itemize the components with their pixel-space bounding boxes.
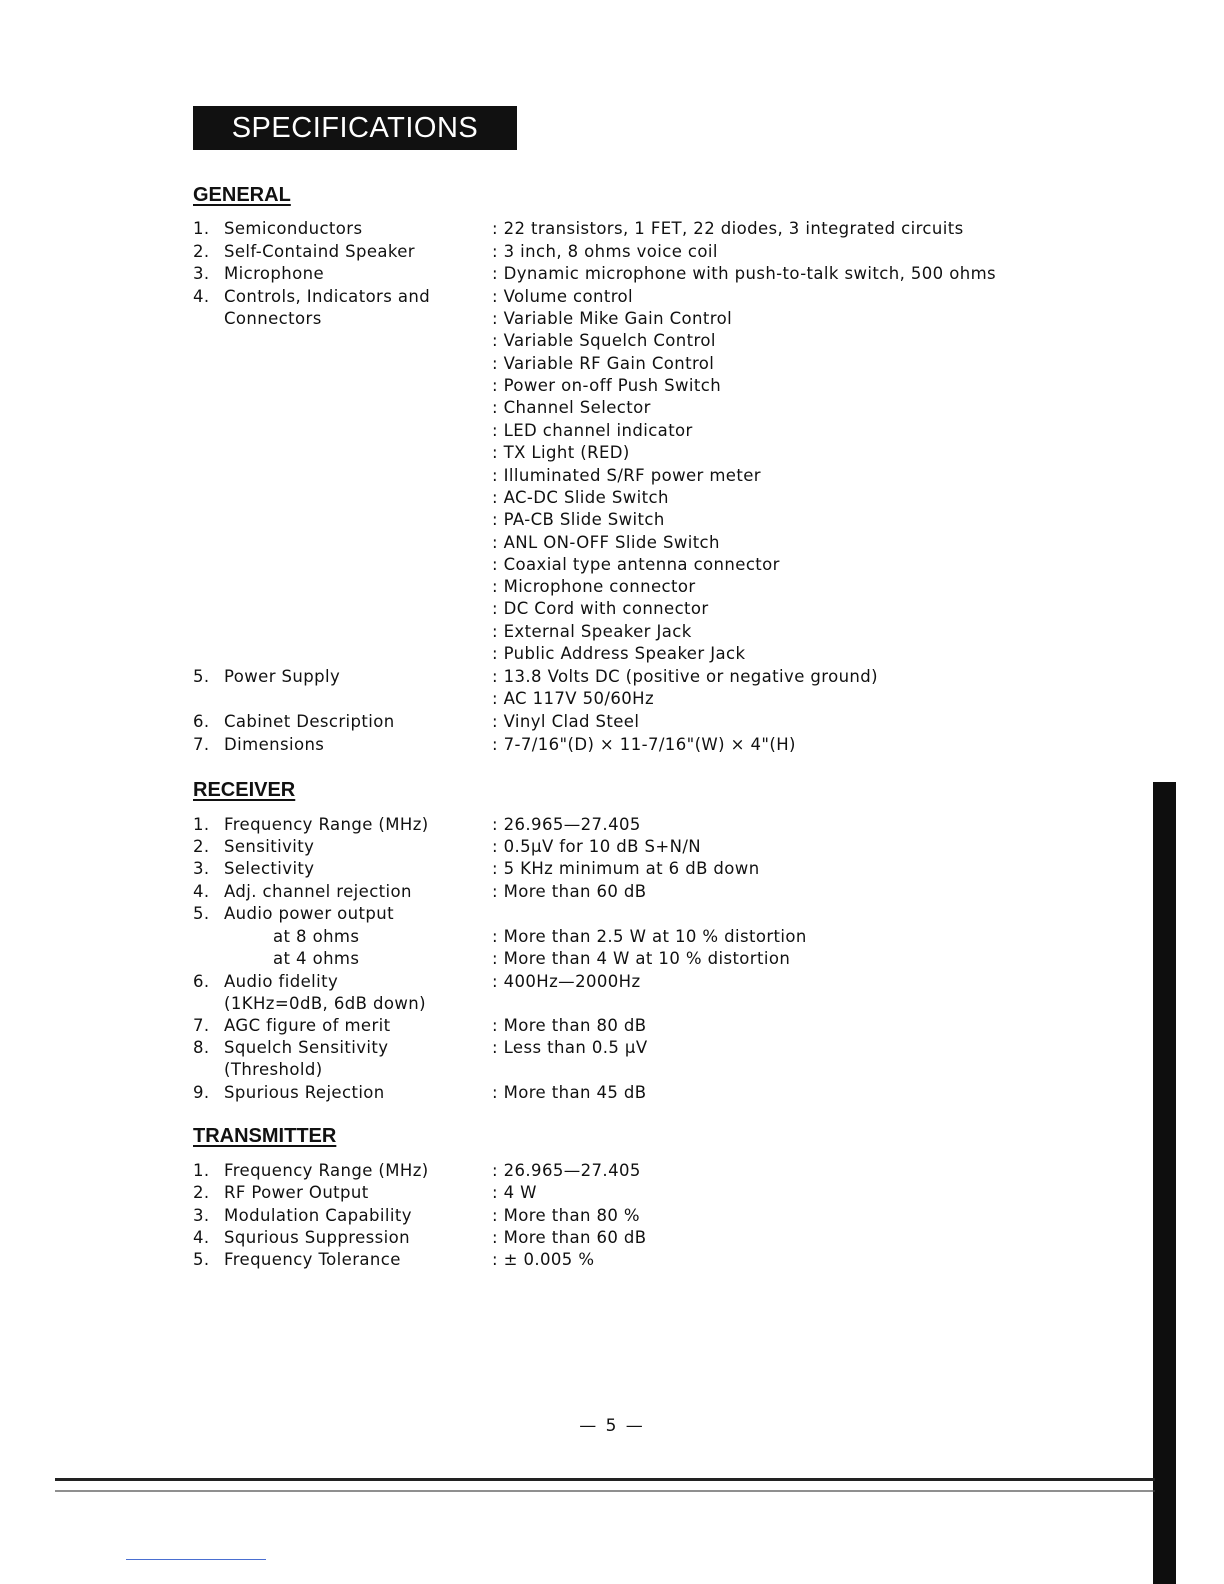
spec-value: : Power on-off Push Switch <box>492 376 722 395</box>
spec-label: Adj. channel rejection <box>224 882 412 901</box>
spec-label: (1KHz=0dB, 6dB down) <box>224 994 426 1013</box>
spec-number: 1. <box>193 815 210 834</box>
spec-value: : More than 80 dB <box>492 1016 647 1035</box>
spec-label: Audio fidelity <box>224 972 339 991</box>
spec-value: : 13.8 Volts DC (positive or negative ground) <box>492 667 879 686</box>
spec-value: : Public Address Speaker Jack <box>492 644 746 663</box>
spec-value: : More than 60 dB <box>492 882 647 901</box>
spec-value: : More than 4 W at 10 % distortion <box>492 949 791 968</box>
spec-number: 1. <box>193 219 210 238</box>
spec-value: : Variable Mike Gain Control <box>492 309 733 328</box>
spec-value: : Dynamic microphone with push-to-talk switch, 500 ohms <box>492 264 997 283</box>
spec-value: : More than 45 dB <box>492 1083 647 1102</box>
spec-value: : 26.965—27.405 <box>492 815 641 834</box>
spec-value: : 26.965—27.405 <box>492 1161 641 1180</box>
spec-value: : Illuminated S/RF power meter <box>492 466 761 485</box>
spec-label: Frequency Range (MHz) <box>224 1161 429 1180</box>
spec-label: Dimensions <box>224 735 325 754</box>
spec-label: Microphone <box>224 264 325 283</box>
spec-label: at 8 ohms <box>273 927 360 946</box>
spec-number: 4. <box>193 1228 210 1247</box>
spec-label: Connectors <box>224 309 322 328</box>
spec-value: : Microphone connector <box>492 577 696 596</box>
specifications-title <box>193 106 517 150</box>
spec-number: 2. <box>193 242 210 261</box>
spec-value: : Coaxial type antenna connector <box>492 555 780 574</box>
spec-value: : 3 inch, 8 ohms voice coil <box>492 242 718 261</box>
spec-value: : 7-7/16"(D) × 11-7/16"(W) × 4"(H) <box>492 735 796 754</box>
spec-value: : More than 80 % <box>492 1206 641 1225</box>
page-number: — 5 — <box>579 1416 645 1436</box>
spec-value: : More than 60 dB <box>492 1228 647 1247</box>
spec-number: 6. <box>193 712 210 731</box>
title-text: SPECIFICATIONS <box>231 111 479 144</box>
transmitter-heading: TRANSMITTER <box>193 1125 337 1147</box>
spec-label: Semiconductors <box>224 219 363 238</box>
spec-label: Frequency Range (MHz) <box>224 815 429 834</box>
spec-label: Squrious Suppression <box>224 1228 410 1247</box>
spec-label: Frequency Tolerance <box>224 1250 401 1269</box>
spec-value: : 0.5μV for 10 dB S+N/N <box>492 837 702 856</box>
spec-value: : Variable RF Gain Control <box>492 354 715 373</box>
spec-number: 6. <box>193 972 210 991</box>
spec-value: : AC 117V 50/60Hz <box>492 689 655 708</box>
spec-value: : AC-DC Slide Switch <box>492 488 669 507</box>
spec-label: at 4 ohms <box>273 949 360 968</box>
spec-number: 7. <box>193 1016 210 1035</box>
spec-value: : More than 2.5 W at 10 % distortion <box>492 927 807 946</box>
general-heading: GENERAL <box>193 184 291 206</box>
spec-label: Self-Containd Speaker <box>224 242 415 261</box>
spec-number: 5. <box>193 904 210 923</box>
spec-label: Audio power output <box>224 904 395 923</box>
spec-value: : Channel Selector <box>492 398 651 417</box>
spec-number: 9. <box>193 1083 210 1102</box>
spec-number: 4. <box>193 882 210 901</box>
spec-number: 5. <box>193 1250 210 1269</box>
spec-number: 2. <box>193 837 210 856</box>
spec-value: : 22 transistors, 1 FET, 22 diodes, 3 integrated circuits <box>492 219 964 238</box>
spec-value: : 5 KHz minimum at 6 dB down <box>492 859 760 878</box>
scan-bottom-rule <box>55 1478 1155 1481</box>
spec-number: 4. <box>193 287 210 306</box>
spec-label: AGC figure of merit <box>224 1016 391 1035</box>
spec-number: 8. <box>193 1038 210 1057</box>
spec-value: : Vinyl Clad Steel <box>492 712 640 731</box>
spec-label: (Threshold) <box>224 1060 323 1079</box>
spec-value: : External Speaker Jack <box>492 622 692 641</box>
spec-label: Squelch Sensitivity <box>224 1038 389 1057</box>
spec-value: : Less than 0.5 μV <box>492 1038 648 1057</box>
spec-value: : ± 0.005 % <box>492 1250 595 1269</box>
spec-label: RF Power Output <box>224 1183 369 1202</box>
spec-value: : ANL ON-OFF Slide Switch <box>492 533 720 552</box>
scan-blue-line <box>126 1559 266 1560</box>
spec-label: Selectivity <box>224 859 315 878</box>
scan-edge-bar <box>1153 782 1176 1584</box>
spec-label: Modulation Capability <box>224 1206 412 1225</box>
spec-label: Cabinet Description <box>224 712 395 731</box>
spec-value: : Volume control <box>492 287 634 306</box>
spec-value: : TX Light (RED) <box>492 443 630 462</box>
spec-number: 5. <box>193 667 210 686</box>
scan-bottom-rule-faint <box>55 1490 1155 1492</box>
spec-label: Spurious Rejection <box>224 1083 385 1102</box>
receiver-heading: RECEIVER <box>193 779 296 801</box>
spec-label: Power Supply <box>224 667 341 686</box>
spec-number: 7. <box>193 735 210 754</box>
spec-value: : 400Hz—2000Hz <box>492 972 641 991</box>
spec-number: 3. <box>193 859 210 878</box>
spec-value: : Variable Squelch Control <box>492 331 716 350</box>
spec-value: : PA-CB Slide Switch <box>492 510 665 529</box>
spec-value: : LED channel indicator <box>492 421 693 440</box>
spec-label: Sensitivity <box>224 837 315 856</box>
spec-number: 3. <box>193 1206 210 1225</box>
spec-number: 3. <box>193 264 210 283</box>
spec-value: : DC Cord with connector <box>492 599 709 618</box>
spec-value: : 4 W <box>492 1183 537 1202</box>
spec-number: 1. <box>193 1161 210 1180</box>
spec-number: 2. <box>193 1183 210 1202</box>
spec-label: Controls, Indicators and <box>224 287 431 306</box>
